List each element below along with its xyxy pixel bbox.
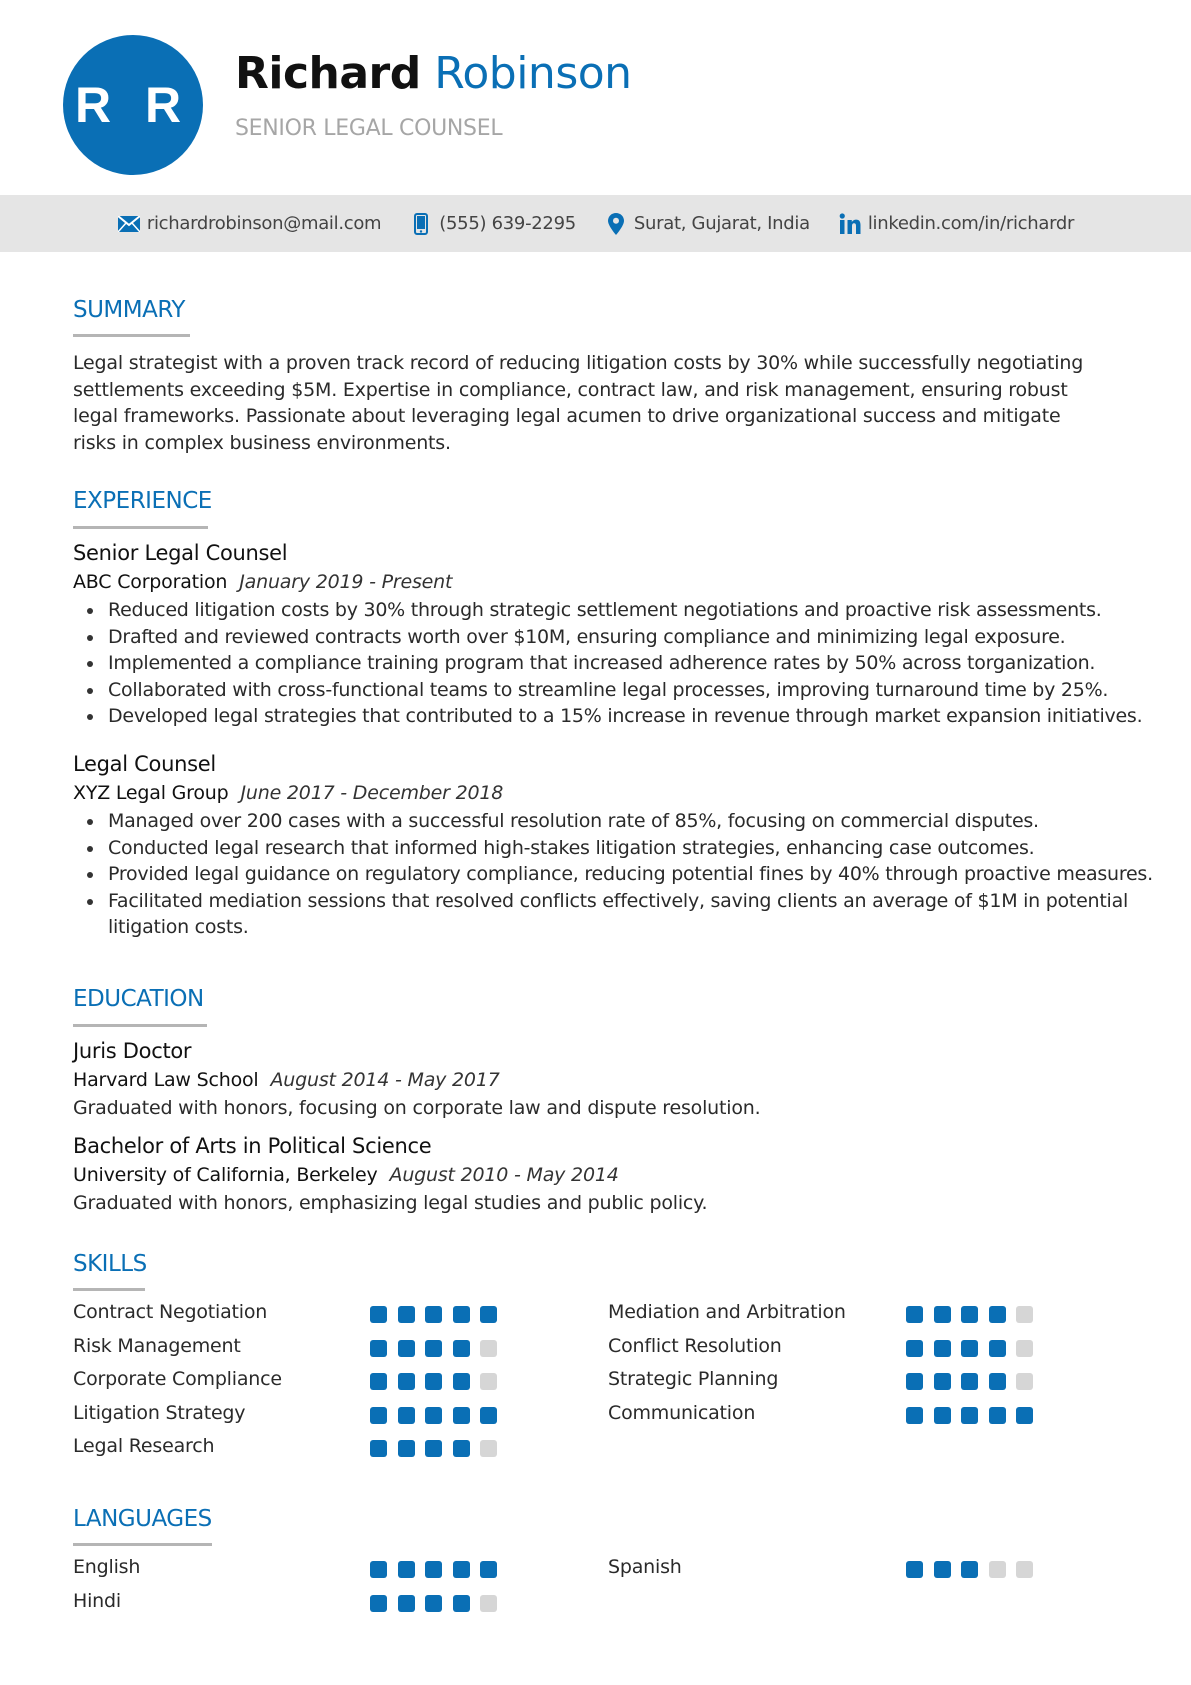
phone-text: (555) 639-2295 [439,213,576,234]
skills-name: Communication [608,1401,756,1424]
skills-name: Conflict Resolution [608,1334,782,1357]
rating-dot-filled [453,1407,470,1424]
rating-dot-filled [398,1440,415,1457]
contact-email[interactable] [117,212,381,236]
rating-dot-filled [370,1306,387,1323]
skills-rating [370,1407,508,1424]
rating-dot-filled [906,1340,923,1357]
job-role: Legal Counsel [73,752,216,776]
rating-dot-empty [480,1440,497,1457]
rating-dot-filled [453,1561,470,1578]
education-desc: Graduated with honors, focusing on corporate law and dispute resolution. [73,1097,761,1119]
rating-dot-filled [453,1373,470,1390]
skills-rating [906,1306,1044,1323]
contact-linkedin[interactable] [838,212,1074,236]
education-desc: Graduated with honors, emphasizing legal studies and public policy. [73,1192,708,1214]
list-item: Drafted and reviewed contracts worth over $10M, ensuring compliance and minimizing legal exposure. [108,624,1168,651]
education-section [73,984,1133,1224]
job-bullets [73,597,1168,730]
rating-dot-filled [906,1561,923,1578]
rating-dot-filled [961,1373,978,1390]
school-line [73,1069,500,1091]
rating-dot-filled [398,1340,415,1357]
linkedin-icon [838,212,862,236]
list-item: Conducted legal research that informed high-stakes litigation strategies, enhancing case outcomes. [108,835,1168,862]
resume-header [0,0,1191,195]
languages-name: Hindi [73,1589,121,1612]
job-org-line [73,782,503,804]
skills-rating [906,1407,1044,1424]
full-name [235,48,632,99]
rating-dot-filled [370,1595,387,1612]
rating-dot-filled [480,1561,497,1578]
rating-dot-empty [480,1373,497,1390]
rating-dot-filled [934,1373,951,1390]
rating-dot-filled [989,1373,1006,1390]
email-text: richardrobinson@mail.com [146,213,382,234]
skills-name: Strategic Planning [608,1368,779,1390]
summary-rule [73,334,190,337]
rating-dot-filled [989,1306,1006,1323]
rating-dot-filled [934,1306,951,1323]
rating-dot-filled [398,1407,415,1424]
monogram-avatar: R R [63,35,203,175]
rating-dot-empty [1016,1373,1033,1390]
rating-dot-filled [453,1340,470,1357]
rating-dot-filled [1016,1407,1033,1424]
rating-dot-filled [425,1595,442,1612]
skills-rating [370,1373,508,1390]
degree-title: Bachelor of Arts in Political Science [73,1134,432,1158]
rating-dot-filled [934,1340,951,1357]
list-item: Developed legal strategies that contributed to a 15% increase in revenue through market expansion initiatives. [108,703,1168,730]
education-heading: EDUCATION [73,986,204,1012]
list-item: Reduced litigation costs by 30% through strategic settlement negotiations and proactive risk assessments. [108,597,1168,624]
rating-dot-filled [906,1373,923,1390]
rating-dot-filled [480,1306,497,1323]
skills-rule [73,1288,145,1291]
skills-name: Legal Research [73,1435,215,1457]
rating-dot-filled [934,1407,951,1424]
rating-dot-filled [961,1340,978,1357]
experience-rule [73,526,208,529]
rating-dot-filled [370,1340,387,1357]
last-name: Robinson [434,48,632,99]
rating-dot-filled [370,1440,387,1457]
school-name: Harvard Law School [73,1069,259,1091]
location-text: Surat, Gujarat, India [633,213,810,234]
skills-rating [370,1340,508,1357]
job-dates: January 2019 - Present [239,571,453,593]
rating-dot-filled [370,1407,387,1424]
rating-dot-filled [453,1440,470,1457]
rating-dot-empty [1016,1561,1033,1578]
job-dates: June 2017 - December 2018 [240,782,504,804]
rating-dot-filled [989,1340,1006,1357]
job-role: Senior Legal Counsel [73,541,288,565]
skills-section [73,1249,1133,1489]
school-line [73,1164,619,1186]
rating-dot-filled [425,1407,442,1424]
languages-rating [370,1595,508,1612]
school-name: University of California, Berkeley [73,1164,378,1186]
skills-rating [906,1373,1044,1390]
rating-dot-filled [906,1306,923,1323]
languages-rating [906,1561,1044,1578]
rating-dot-empty [1016,1306,1033,1323]
skills-rating [370,1306,508,1323]
rating-dot-filled [425,1373,442,1390]
rating-dot-filled [398,1373,415,1390]
envelope-icon [117,212,141,236]
skills-rating [370,1440,508,1457]
degree-title: Juris Doctor [73,1039,192,1063]
job-title: SENIOR LEGAL COUNSEL [235,116,503,141]
school-dates: August 2014 - May 2017 [270,1069,500,1091]
skills-name: Risk Management [73,1334,241,1357]
languages-section [73,1504,1133,1624]
phone-icon [409,212,433,236]
summary-heading: SUMMARY [73,297,185,323]
rating-dot-filled [425,1340,442,1357]
skills-name: Litigation Strategy [73,1401,246,1424]
linkedin-text: linkedin.com/in/richardr [867,213,1075,234]
rating-dot-filled [961,1561,978,1578]
rating-dot-empty [480,1595,497,1612]
rating-dot-empty [480,1340,497,1357]
job-company: XYZ Legal Group [73,782,229,804]
rating-dot-filled [398,1561,415,1578]
rating-dot-empty [1016,1340,1033,1357]
map-pin-icon [604,212,628,236]
rating-dot-empty [989,1561,1006,1578]
first-name: Richard [235,48,421,99]
rating-dot-filled [453,1595,470,1612]
school-dates: August 2010 - May 2014 [389,1164,619,1186]
languages-name: Spanish [608,1556,682,1578]
rating-dot-filled [961,1407,978,1424]
rating-dot-filled [425,1440,442,1457]
summary-section [73,295,1133,455]
rating-dot-filled [453,1306,470,1323]
list-item: Provided legal guidance on regulatory compliance, reducing potential fines by 40% through proactive measures. [108,861,1168,888]
rating-dot-filled [398,1595,415,1612]
experience-heading: EXPERIENCE [73,488,212,514]
rating-dot-filled [425,1561,442,1578]
job-bullets [73,808,1168,941]
skills-heading: SKILLS [73,1251,147,1277]
rating-dot-filled [425,1306,442,1323]
skills-name: Corporate Compliance [73,1368,282,1390]
experience-section [73,486,1153,946]
languages-rule [73,1543,212,1546]
languages-rating [370,1561,508,1578]
rating-dot-filled [370,1561,387,1578]
contact-location [604,212,810,236]
list-item: Managed over 200 cases with a successful resolution rate of 85%, focusing on commercial disputes. [108,808,1168,835]
languages-heading: LANGUAGES [73,1506,212,1532]
list-item: Collaborated with cross-functional teams to streamline legal processes, improving turnaround time by 25%. [108,677,1168,704]
rating-dot-filled [989,1407,1006,1424]
skills-name: Mediation and Arbitration [608,1301,846,1323]
rating-dot-filled [370,1373,387,1390]
rating-dot-filled [934,1561,951,1578]
skills-rating [906,1340,1044,1357]
list-item: Implemented a compliance training program that increased adherence rates by 50% across torganization. [108,650,1168,677]
skills-name: Contract Negotiation [73,1301,268,1323]
contact-bar [0,195,1191,252]
rating-dot-filled [961,1306,978,1323]
contact-phone[interactable] [409,212,576,236]
education-rule [73,1024,207,1027]
languages-name: English [73,1556,141,1578]
summary-text: Legal strategist with a proven track record of reducing litigation costs by 30% while successfully negotiating settlements exceeding $5M. Expertise in compliance, contract law, and risk management, ensuring robust legal frameworks. Passionate about leveraging legal acumen to drive organizational success and mitigate risks in complex business environments. [73,352,1084,454]
list-item: Facilitated mediation sessions that resolved conflicts effectively, saving clients an average of $1M in potential litigation costs. [108,888,1168,941]
rating-dot-filled [480,1407,497,1424]
job-org-line [73,571,452,593]
rating-dot-filled [906,1407,923,1424]
rating-dot-filled [398,1306,415,1323]
job-company: ABC Corporation [73,571,228,593]
